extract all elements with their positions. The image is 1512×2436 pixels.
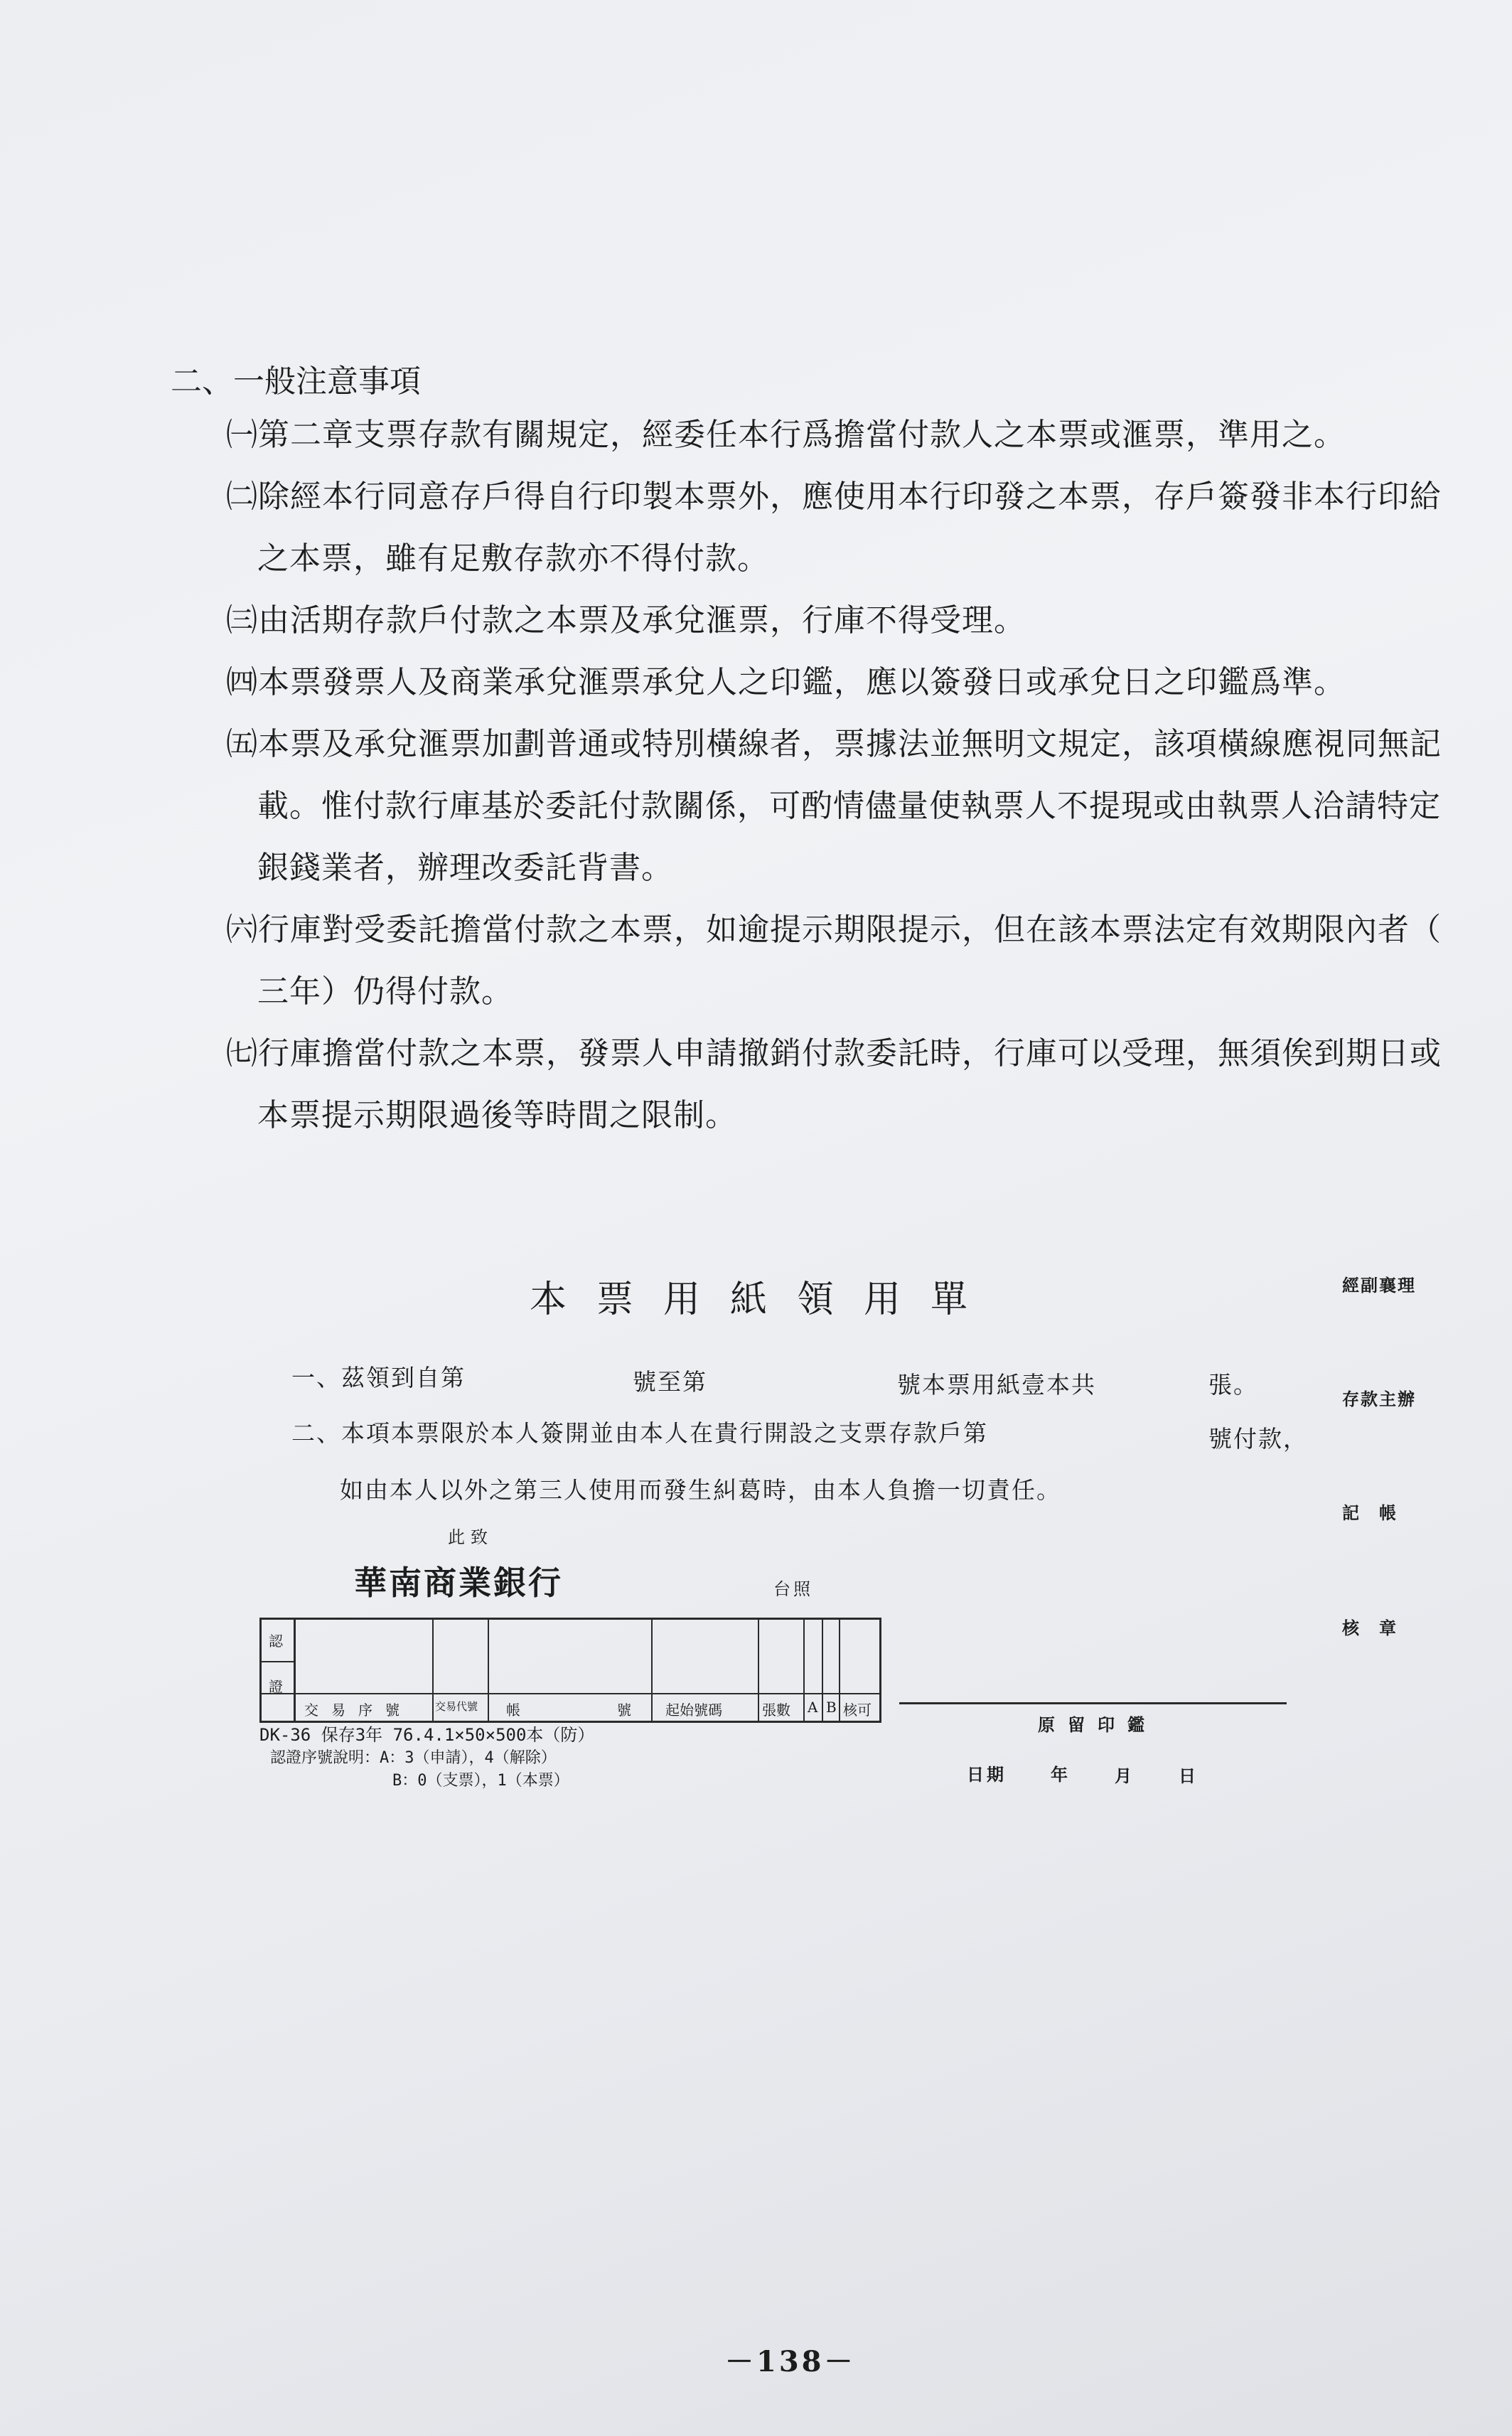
form-title: 本票用紙領用單: [530, 1278, 998, 1321]
note-item-2-cont: 之本票，雖有足敷存款亦不得付款。: [257, 540, 769, 577]
approval-label-manager: 經副襄理: [1342, 1275, 1416, 1296]
grid-divider: [488, 1620, 489, 1721]
note-item-5-cont-2: 銀錢業者，辦理改委託背書。: [257, 850, 673, 886]
form-line-3: 如由本人以外之第三人使用而發生糾葛時，由本人負擔一切責任。: [340, 1476, 1061, 1504]
note-item-1: [226, 417, 1346, 453]
note-text: 由活期存款戶付款之本票及承兌滙票，行庫不得受理。: [258, 602, 1026, 639]
note-text: 行庫對受委託擔當付款之本票，如逾提示期限提示，但在該本票法定有效期限內者（: [258, 912, 1442, 948]
note-number: ㈠: [226, 417, 258, 453]
date-day: 日: [1179, 1765, 1196, 1786]
note-item-7-cont: 本票提示期限過後等時間之限制。: [257, 1097, 737, 1133]
grid-col-a: A: [808, 1699, 818, 1716]
note-number: ㈤: [226, 726, 258, 762]
note-text: 行庫擔當付款之本票，發票人申請撤銷付款委託時，行庫可以受理，無須俟到期日或: [258, 1035, 1442, 1072]
grid-side-label: 認: [269, 1633, 283, 1650]
grid-col-b: B: [826, 1699, 837, 1716]
seal-label: 原留印鑑: [1038, 1714, 1157, 1735]
to-label: 此致: [448, 1527, 493, 1547]
grid-col-approve: 核可: [843, 1702, 872, 1719]
form-code: DK-36 保存3年 76.4.1×50×500本（防）: [259, 1725, 595, 1745]
note-text: 本票發票人及商業承兌滙票承兌人之印鑑，應以簽發日或承兌日之印鑑爲準。: [258, 664, 1346, 700]
note-text: 本票及承兌滙票加劃普通或特別橫線者，票據法並無明文規定，該項橫線應視同無記: [258, 726, 1442, 762]
form-line-2-part-b: 號付款，: [1208, 1425, 1308, 1453]
approval-label-seal: 核章: [1342, 1618, 1416, 1638]
grid-col-sheets: 張數: [762, 1702, 790, 1719]
note-item-6-cont: 三年）仍得付款。: [257, 973, 513, 1010]
validation-note-b: B：0（支票），1（本票）: [392, 1772, 569, 1790]
bank-name: 華南商業銀行: [354, 1564, 563, 1602]
grid-divider: [262, 1661, 295, 1662]
grid-divider: [839, 1620, 840, 1721]
seal-line: [899, 1702, 1287, 1704]
grid-divider: [651, 1620, 653, 1721]
note-number: ㈣: [226, 664, 258, 700]
grid-col-code: 交易代號: [435, 1700, 478, 1713]
grid-divider: [758, 1620, 759, 1721]
date-label: 日期: [967, 1764, 1007, 1785]
form-line-1-part-b: 號至第: [633, 1368, 707, 1396]
grid-divider: [262, 1693, 879, 1694]
note-item-5-cont-1: 載。惟付款行庫基於委託付款關係，可酌情儘量使執票人不提現或由執票人洽請特定: [257, 788, 1441, 824]
grid-divider: [803, 1620, 805, 1721]
honorific: 台照: [773, 1579, 813, 1599]
section-title: 二、一般注意事項: [171, 363, 421, 400]
grid-col-number: 號: [617, 1702, 631, 1719]
approval-label-bookkeeping: 記帳: [1342, 1502, 1416, 1523]
grid-col-start-no: 起始號碼: [665, 1702, 722, 1719]
validation-note-a: 認證序號說明：A：3（申請），4（解除）: [270, 1749, 557, 1767]
note-item-4: [226, 664, 1346, 700]
grid-col-serial: 交易序號: [304, 1702, 412, 1719]
grid-divider: [432, 1620, 434, 1721]
approval-label-deposit-officer: 存款主辦: [1342, 1389, 1416, 1409]
form-line-1-part-c: 號本票用紙壹本共: [897, 1371, 1096, 1399]
note-text: 除經本行同意存戶得自行印製本票外，應使用本行印發之本票，存戶簽發非本行印給: [258, 479, 1442, 515]
note-number: ㈡: [226, 479, 258, 515]
form-line-2-part-a: 二、本項本票限於本人簽開並由本人在貴行開設之支票存款戶第: [291, 1419, 988, 1447]
grid-col-account: 帳: [506, 1702, 520, 1719]
note-number: ㈦: [226, 1035, 258, 1072]
note-item-3: [226, 602, 1026, 639]
date-year: 年: [1051, 1764, 1068, 1785]
validation-grid: [259, 1618, 881, 1723]
note-item-7: [226, 1035, 1442, 1072]
note-item-5: [226, 726, 1442, 762]
form-line-1-part-d: 張。: [1208, 1371, 1258, 1399]
note-item-2: [226, 481, 1442, 513]
note-text: 第二章支票存款有關規定，經委任本行爲擔當付款人之本票或滙票，準用之。: [258, 417, 1346, 453]
date-month: 月: [1115, 1765, 1132, 1786]
grid-divider: [822, 1620, 823, 1721]
form-line-1-part-a: 一、茲領到自第: [291, 1364, 466, 1391]
grid-side-label: 證: [269, 1678, 283, 1695]
note-item-6: [226, 914, 1442, 946]
note-number: ㈥: [226, 912, 258, 948]
note-number: ㈢: [226, 602, 258, 639]
grid-divider: [294, 1620, 296, 1721]
page-number: －138－: [725, 2345, 856, 2378]
